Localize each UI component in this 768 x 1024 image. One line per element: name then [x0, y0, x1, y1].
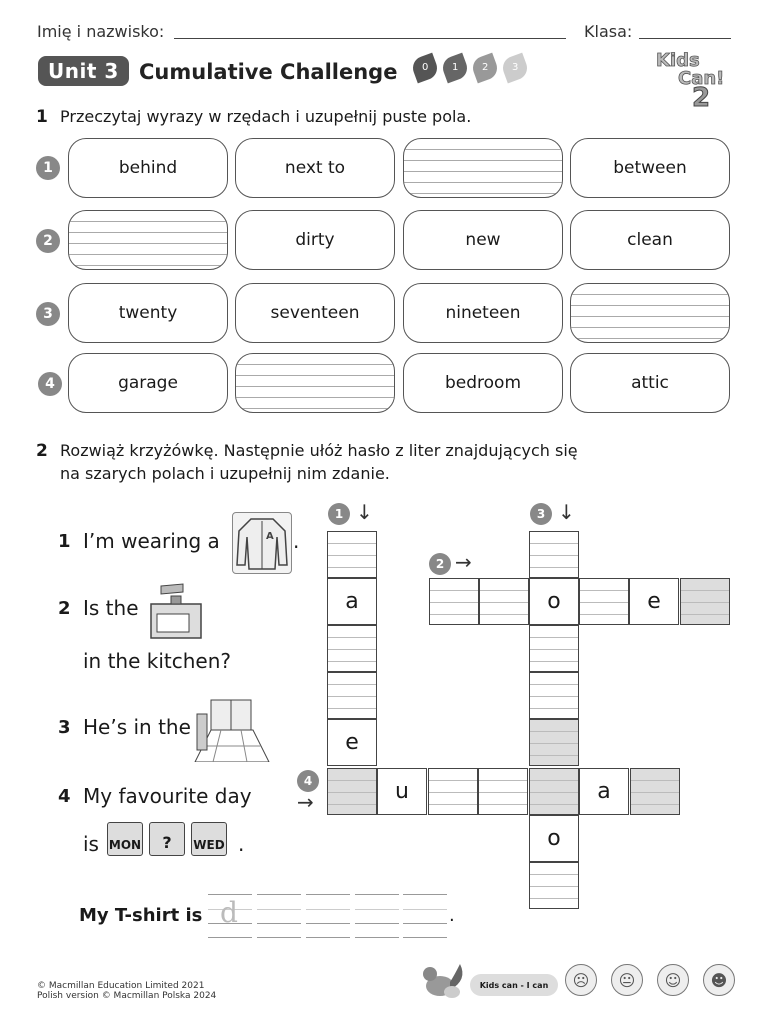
row-number: 4 [38, 372, 62, 396]
clue-end: . [293, 529, 300, 553]
unit-badge: Unit 3 [38, 56, 129, 86]
crossword-cell-gray[interactable] [529, 768, 579, 815]
clue-number: 4 [58, 786, 71, 807]
crossword-cell[interactable] [529, 625, 579, 672]
crossword-cell[interactable] [327, 672, 377, 719]
answer-box[interactable] [403, 138, 563, 198]
crossword-badge-3: 3 [530, 503, 552, 525]
row-number: 2 [36, 229, 60, 253]
crossword-cell[interactable]: a [327, 578, 377, 625]
crossword-cell[interactable]: e [629, 578, 679, 625]
class-field[interactable] [639, 38, 731, 39]
crossword-cell[interactable] [478, 768, 528, 815]
page-title: Cumulative Challenge [139, 60, 398, 84]
svg-text:Kids: Kids [656, 50, 700, 71]
crossword-cell[interactable]: o [529, 815, 579, 862]
word-box: next to [235, 138, 395, 198]
calendar-icon: MON [107, 822, 143, 856]
clue-text: I’m wearing a [83, 529, 220, 553]
row-number: 3 [36, 302, 60, 326]
word-box: garage [68, 353, 228, 413]
task2-instruction-line2: na szarych polach i uzupełnij nim zdanie. [60, 464, 390, 483]
class-label: Klasa: [584, 22, 633, 41]
smile-face-icon[interactable]: ☺ [657, 964, 689, 996]
word-box: bedroom [403, 353, 563, 413]
leaf-icon: 0 [410, 53, 441, 84]
answer-letter-slot[interactable] [257, 894, 301, 938]
kids-can-label: Kids can - I can [470, 974, 558, 996]
clue-text-2: is [83, 832, 99, 856]
crossword-cell[interactable] [529, 531, 579, 578]
crossword-cell-gray[interactable] [327, 768, 377, 815]
answer-box[interactable] [68, 210, 228, 270]
word-box: nineteen [403, 283, 563, 343]
answer-letter-slot[interactable] [306, 894, 350, 938]
crossword-badge-1: 1 [328, 503, 350, 525]
arrow-down-icon: ↓ [356, 500, 373, 524]
answer-box[interactable] [235, 353, 395, 413]
word-box: dirty [235, 210, 395, 270]
cooker-picture [143, 580, 209, 642]
clue-text: Is the [83, 596, 139, 620]
word-box: clean [570, 210, 730, 270]
crossword-cell[interactable]: o [529, 578, 579, 625]
crossword-cell-gray[interactable] [630, 768, 680, 815]
task2-instruction-line1: Rozwiąż krzyżówkę. Następnie ułóż hasło z liter znajdujących się [60, 441, 578, 460]
task1-number: 1 [36, 107, 48, 127]
neutral-face-icon[interactable]: 😐 [611, 964, 643, 996]
word-box: behind [68, 138, 228, 198]
calendar-row [107, 822, 227, 856]
crossword-cell-gray[interactable] [680, 578, 730, 625]
row-number: 1 [36, 156, 60, 180]
copyright-line1: © Macmillan Education Limited 2021 [37, 981, 205, 991]
jacket-picture [232, 512, 292, 574]
answer-box[interactable] [570, 283, 730, 343]
calendar-icon: WED [191, 822, 227, 856]
self-assessment [565, 964, 735, 996]
grin-face-icon[interactable]: ☻ [703, 964, 735, 996]
calendar-icon: ? [149, 822, 185, 856]
clue-number: 1 [58, 531, 71, 552]
arrow-down-icon: ↓ [558, 500, 575, 524]
task2-number: 2 [36, 441, 48, 461]
leaf-icon: 1 [440, 53, 471, 84]
hall-picture [191, 696, 273, 762]
crossword-cell[interactable]: e [327, 719, 377, 766]
crossword-cell[interactable] [327, 531, 377, 578]
crossword-cell[interactable] [529, 862, 579, 909]
answer-end: . [449, 905, 455, 926]
crossword-cell[interactable] [429, 578, 479, 625]
kids-can-logo [652, 44, 734, 108]
answer-prefix: My T-shirt is [79, 905, 203, 926]
leaf-icon: 3 [500, 53, 531, 84]
leaf-icon: 2 [470, 53, 501, 84]
crossword-cell[interactable]: a [579, 768, 629, 815]
clue-text-2: in the kitchen? [83, 649, 232, 673]
name-field[interactable] [174, 38, 566, 39]
word-box: attic [570, 353, 730, 413]
crossword-badge-4: 4 [297, 770, 319, 792]
crossword-cell[interactable] [529, 672, 579, 719]
svg-text:A: A [266, 531, 274, 542]
arrow-right-icon: → [297, 790, 314, 814]
clue-text: He’s in the [83, 715, 191, 739]
crossword-cell[interactable] [428, 768, 478, 815]
squirrel-mascot-icon [420, 960, 470, 1000]
svg-text:Can!: Can! [678, 68, 725, 89]
crossword-cell[interactable]: u [377, 768, 427, 815]
task1-instruction: Przeczytaj wyrazy w rzędach i uzupełnij puste pola. [60, 107, 472, 126]
answer-letter-slot[interactable] [403, 894, 447, 938]
crossword-cell[interactable] [327, 625, 377, 672]
clue-end: . [238, 832, 245, 856]
crossword-cell[interactable] [579, 578, 629, 625]
crossword-badge-2: 2 [429, 553, 451, 575]
word-box: between [570, 138, 730, 198]
word-box: twenty [68, 283, 228, 343]
answer-letter-slot[interactable] [355, 894, 399, 938]
name-label: Imię i nazwisko: [37, 22, 165, 41]
word-box: new [403, 210, 563, 270]
clue-text: My favourite day [83, 784, 252, 808]
clue-number: 3 [58, 717, 71, 738]
svg-text:2: 2 [692, 83, 711, 108]
answer-hint-letter: d [220, 896, 238, 929]
difficulty-levels [413, 56, 527, 80]
word-box: seventeen [235, 283, 395, 343]
confused-face-icon[interactable]: ☹ [565, 964, 597, 996]
clue-number: 2 [58, 598, 71, 619]
crossword-cell[interactable] [479, 578, 529, 625]
arrow-right-icon: → [455, 550, 472, 574]
crossword-cell-gray[interactable] [529, 719, 579, 766]
copyright-line2: Polish version © Macmillan Polska 2024 [37, 991, 217, 1001]
